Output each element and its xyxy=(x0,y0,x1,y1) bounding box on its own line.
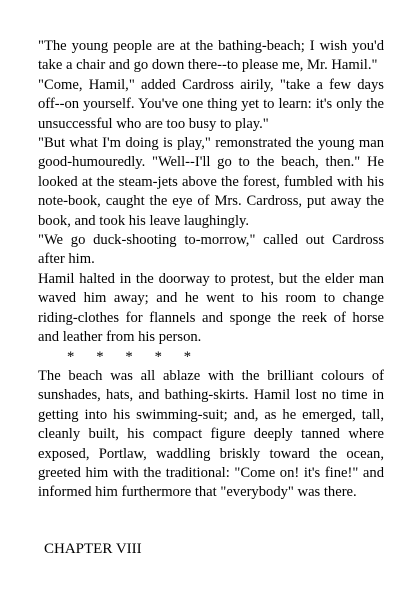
chapter-heading: CHAPTER VIII xyxy=(44,541,142,557)
paragraph: "We go duck-shooting to-morrow," called out Cardross after him. xyxy=(38,232,384,268)
paragraph: "But what I'm doing is play," remonstrated the young man good-humouredly. "Well--I'll go to the beach, then." He looked at the steam-jets above the forest, fumbled with his note-book, caught the eye of Mrs. Cardross, put away the book, and took his leave laughingly. xyxy=(38,135,384,229)
page-body xyxy=(38,37,384,503)
paragraph: The beach was all ablaze with the brilliant colours of sunshades, hats, and bathing-skirts. Hamil lost no time in getting into his swimming-suit; and, as he emerged, tall, cleanly built, his compact figure deeply tanned where exposed, Portlaw, waddling briskly toward the ocean, greeted him with the traditional: "Come on! it's fine!" and informed him furthermore that "everybody" was there. xyxy=(38,367,384,501)
paragraph: "The young people are at the bathing-beach; I wish you'd take a chair and go down there--to please me, Mr. Hamil." xyxy=(38,38,384,74)
paragraph: Hamil halted in the doorway to protest, but the elder man waved him away; and he went to his room to change riding-clothes for flannels and sponge the reek of horse and leather from his person. xyxy=(38,270,384,346)
paragraph: "Come, Hamil," added Cardross airily, "take a few days off--on yourself. You've one thing yet to learn: it's only the unsuccessful who are too busy to play." xyxy=(38,76,384,132)
section-break: * * * * * xyxy=(67,348,192,365)
